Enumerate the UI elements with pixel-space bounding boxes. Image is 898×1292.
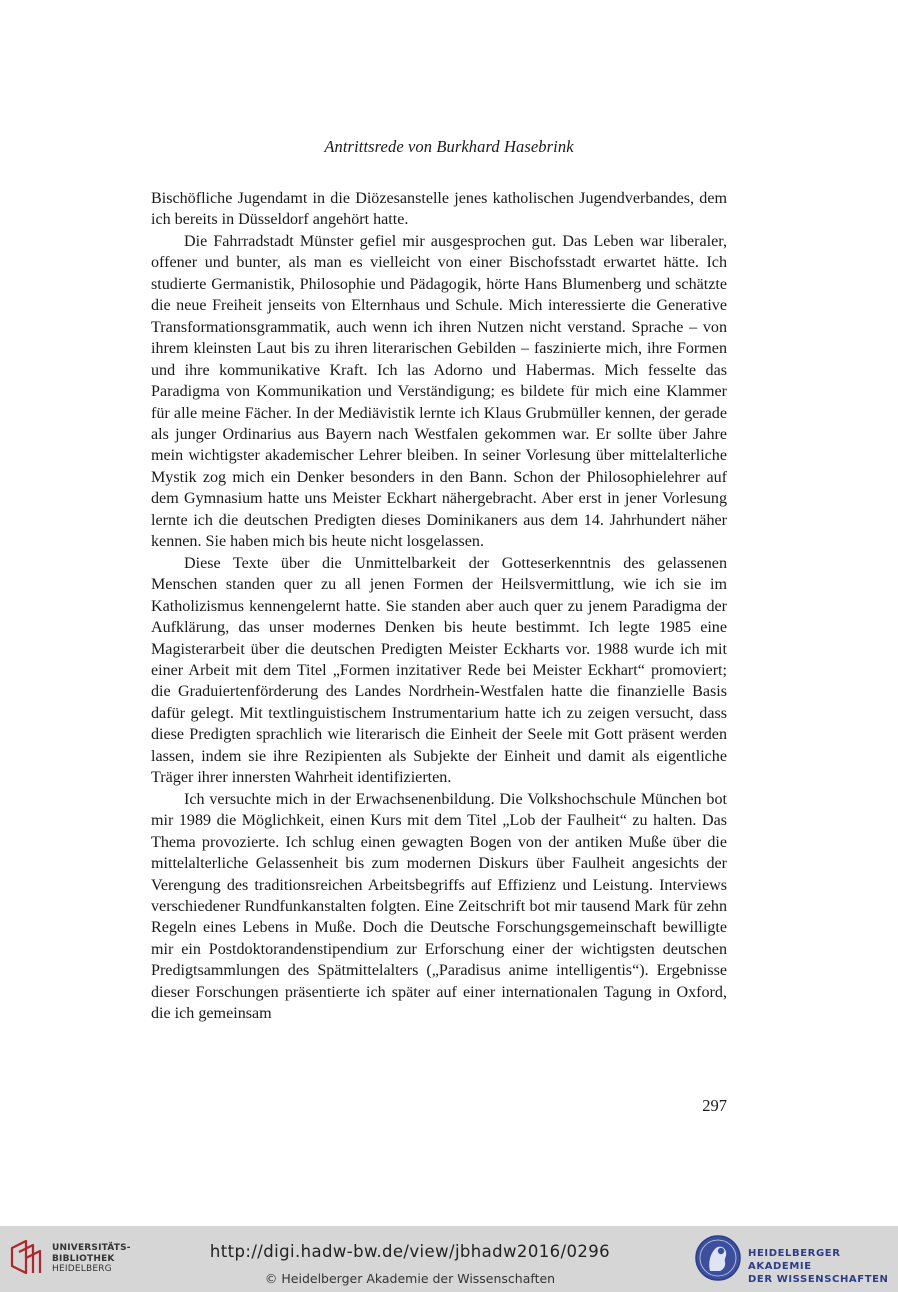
university-library-logo-icon[interactable] — [9, 1238, 49, 1276]
academy-line-1: HEIDELBERGER AKADEMIE — [748, 1248, 841, 1272]
academy-seal-icon[interactable] — [694, 1233, 742, 1283]
paragraph-2: Die Fahrradstadt Münster gefiel mir ausgesprochen gut. Das Leben war liberaler, offener und bunter, als man es vielleicht von einer Bischofsstadt erwartet hätte. Ich studierte Germanistik, Philosophie und Pädagogik, hörte Hans Blumenberg und schätzte die neue Freiheit jenseits von Elternhaus und Schule. Mich interessierte die Generative Transformationsgrammatik, auch wenn ich ihren Nutzen nicht verstand. Sprache – von ihrem kleinsten Laut bis zu ihren literarischen Gebilden – faszinierte mich, ihre Formen und ihre kommunikative Kraft. Ich las Adorno und Habermas. Mich fesselte das Paradigma von Kommunikation und Verständigung; es bildete für mich eine Klammer für alle meine Fächer. In der Mediävistik lernte ich Klaus Grubmüller kennen, der gerade als junger Ordinarius aus Bayern nach Westfalen gekommen war. Er sollte über Jahre mein wichtigster akademischer Lehrer bleiben. In seiner Vorlesung über mittelalterliche Mystik zog mich ein Denker besonders in den Bann. Schon der Philosophielehrer auf dem Gymnasium hatte uns Meister Eckhart nähergebracht. Aber erst in jener Vorlesung lernte ich die deutschen Predigten dieses Dominikaners aus dem 14. Jahrhundert näher kennen. Sie haben mich bis heute nicht losgelassen. — [151, 232, 727, 551]
academy-line-2: DER WISSENSCHAFTEN — [748, 1274, 889, 1285]
paragraph-1: Bischöfliche Jugendamt in die Diözesanstelle jenes katholischen Jugendverbandes, dem ich bereits in Düsseldorf angehört hatte. — [151, 190, 727, 229]
library-line-3: HEIDELBERG — [52, 1264, 112, 1274]
library-line-2: BIBLIOTHEK — [52, 1253, 115, 1264]
running-head: Antrittsrede von Burkhard Hasebrink — [324, 137, 574, 156]
footer-bar — [0, 1226, 898, 1292]
university-library-name — [52, 1243, 131, 1275]
body-text — [151, 188, 727, 1025]
paragraph-4: Ich versuchte mich in der Erwachsenenbildung. Die Volkshochschule München bot mir 1989 die Möglichkeit, einen Kurs mit dem Titel „Lob der Faulheit“ zu halten. Das Thema provozierte. Ich schlug einen gewagten Bogen von der antiken Muße über die mittelalterliche Gelassenheit bis zum modernen Diskurs über Faulheit angesichts der Verengung des traditionsreichen Arbeitsbegriffs auf Effizienz und Leistung. Interviews verschiedener Rundfunkanstalten folgten. Eine Zeitschrift bot mir tausend Mark für zehn Regeln eines Lebens in Muße. Doch die Deutsche Forschungsgemeinschaft bewilligte mir ein Postdoktorandenstipendium zur Erforschung einer der wichtigsten deutschen Predigtsammlungen des Spätmittelalters („Paradisus anime intelligentis“). Ergebnisse dieser Forschungen präsentierte ich später auf einer internationalen Tagung in Oxford, die ich gemeinsam — [151, 790, 727, 1023]
academy-name — [748, 1247, 898, 1286]
library-line-1: UNIVERSITÄTS- — [52, 1243, 131, 1253]
paragraph-3: Diese Texte über die Unmittelbarkeit der Gotteserkenntnis des gelassenen Menschen standen quer zu all jenen Formen der Heilsvermittlung, wie ich sie im Katholizismus kennengelernt hatte. Sie standen aber auch quer zu jenem Paradigma der Aufklärung, das unser modernes Denken bis heute bestimmt. Ich legte 1985 eine Magisterarbeit über die deutschen Predigten Meister Eckharts vor. 1988 wurde ich mit einer Arbeit mit dem Titel „Formen inzitativer Rede bei Meister Eckhart“ promoviert; die Graduiertenförderung des Landes Nordrhein-Westfalen hatte die finanzielle Basis dafür gelegt. Mit textlinguistischem Instrumentarium hatte ich zu zeigen versucht, dass diese Predigten sprachlich wie literarisch die Einheit der Seele mit Gott präsent werden lassen, indem sie ihre Rezipienten als Subjekte der Einheit und damit als eigentliche Träger ihrer innersten Wahrheit identifizierten. — [151, 554, 727, 787]
page-number: 297 — [702, 1096, 727, 1115]
document-url-link[interactable]: http://digi.hadw-bw.de/view/jbhadw2016/0296 — [209, 1242, 611, 1261]
copyright-notice: © Heidelberger Akademie der Wissenschaften — [264, 1271, 556, 1286]
